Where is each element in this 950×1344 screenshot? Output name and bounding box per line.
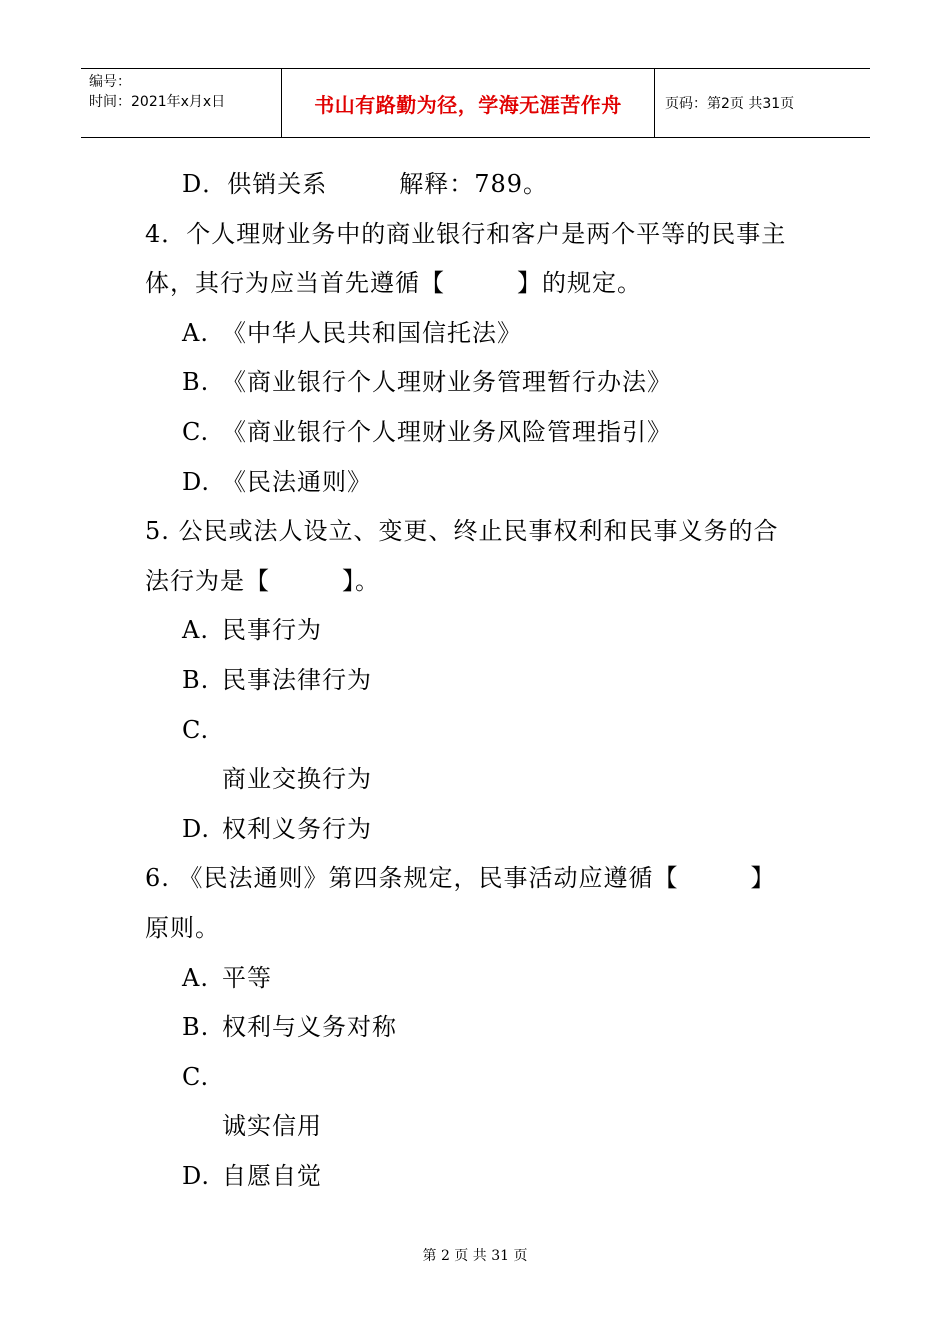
question-5-option-c-text: 商业交换行为 xyxy=(222,765,372,794)
option-label: D. xyxy=(182,467,211,496)
header-date: 时间：2021年x月x日 xyxy=(89,94,226,110)
question-6-option-a xyxy=(0,954,950,1004)
question-6-line-1 xyxy=(145,854,810,904)
question-5-option-b xyxy=(0,656,950,706)
question-6-option-b xyxy=(0,1003,950,1053)
option-text: 民事法律行为 xyxy=(222,665,372,694)
option-label: C. xyxy=(182,715,210,744)
header-meta xyxy=(81,69,282,137)
question-6-line-2: 原则。 xyxy=(145,913,220,942)
document-body xyxy=(0,160,950,1201)
header-motto: 书山有路勤为径，学海无涯苦作舟 xyxy=(282,69,655,137)
header-page-info: 页码：第2页 共31页 xyxy=(665,96,795,112)
option-label: D. xyxy=(182,1161,211,1190)
question-5-line-1: 5. 公民或法人设立、变更、终止民事权利和民事义务的合 xyxy=(145,517,779,546)
question-4-option-a xyxy=(0,309,950,359)
page-footer: 第 2 页 共 31 页 xyxy=(422,1248,528,1264)
previous-option-d-text: D．供销关系 xyxy=(182,170,328,198)
option-text: 权利与义务对称 xyxy=(222,1013,397,1042)
option-text: 《商业银行个人理财业务风险管理指引》 xyxy=(222,417,672,446)
option-label: A. xyxy=(182,616,209,645)
option-label: A. xyxy=(182,318,209,347)
question-6-option-d xyxy=(0,1152,950,1202)
question-4-line-1: 4．个人理财业务中的商业银行和客户是两个平等的民事主 xyxy=(145,219,787,248)
question-6 xyxy=(0,854,950,953)
question-5-option-c xyxy=(0,706,950,756)
question-6-option-c xyxy=(0,1053,950,1103)
question-6-text-a: 6. 《民法通则》第四条规定，民事活动应遵循【 xyxy=(145,864,679,893)
question-4-option-d xyxy=(0,458,950,508)
question-5-text-b: 】。 xyxy=(342,566,380,595)
option-label: A. xyxy=(182,963,209,992)
question-5-option-a xyxy=(0,606,950,656)
question-4 xyxy=(0,210,950,309)
option-label: D. xyxy=(182,814,211,843)
question-4-option-b xyxy=(0,358,950,408)
question-5-text-a: 法行为是【 xyxy=(145,566,270,595)
page-header xyxy=(81,68,870,138)
option-text: 《中华人民共和国信托法》 xyxy=(222,318,522,347)
question-6-text-b: 】 xyxy=(750,864,776,893)
question-5 xyxy=(0,507,950,606)
option-label: C. xyxy=(182,1062,210,1091)
question-4-text-b: 】的规定。 xyxy=(517,269,642,298)
question-6-option-c-text: 诚实信用 xyxy=(222,1112,322,1141)
header-number-label: 编号： xyxy=(89,74,131,90)
question-4-option-c xyxy=(0,408,950,458)
option-label: C. xyxy=(182,417,210,446)
option-label: B. xyxy=(182,665,210,694)
question-4-line-2 xyxy=(145,259,810,309)
option-label: B. xyxy=(182,368,210,397)
option-text: 平等 xyxy=(222,963,272,992)
previous-option-d xyxy=(0,160,950,210)
option-text: 《民法通则》 xyxy=(222,467,372,496)
option-text: 权利义务行为 xyxy=(222,814,372,843)
option-text: 民事行为 xyxy=(222,616,322,645)
question-5-line-2 xyxy=(145,557,810,607)
option-label: B. xyxy=(182,1013,210,1042)
option-text: 《商业银行个人理财业务管理暂行办法》 xyxy=(222,368,672,397)
option-text: 自愿自觉 xyxy=(222,1161,322,1190)
question-4-text-a: 体，其行为应当首先遵循【 xyxy=(145,269,445,298)
question-5-option-d xyxy=(0,805,950,855)
previous-explanation: 解释：789。 xyxy=(399,170,549,198)
